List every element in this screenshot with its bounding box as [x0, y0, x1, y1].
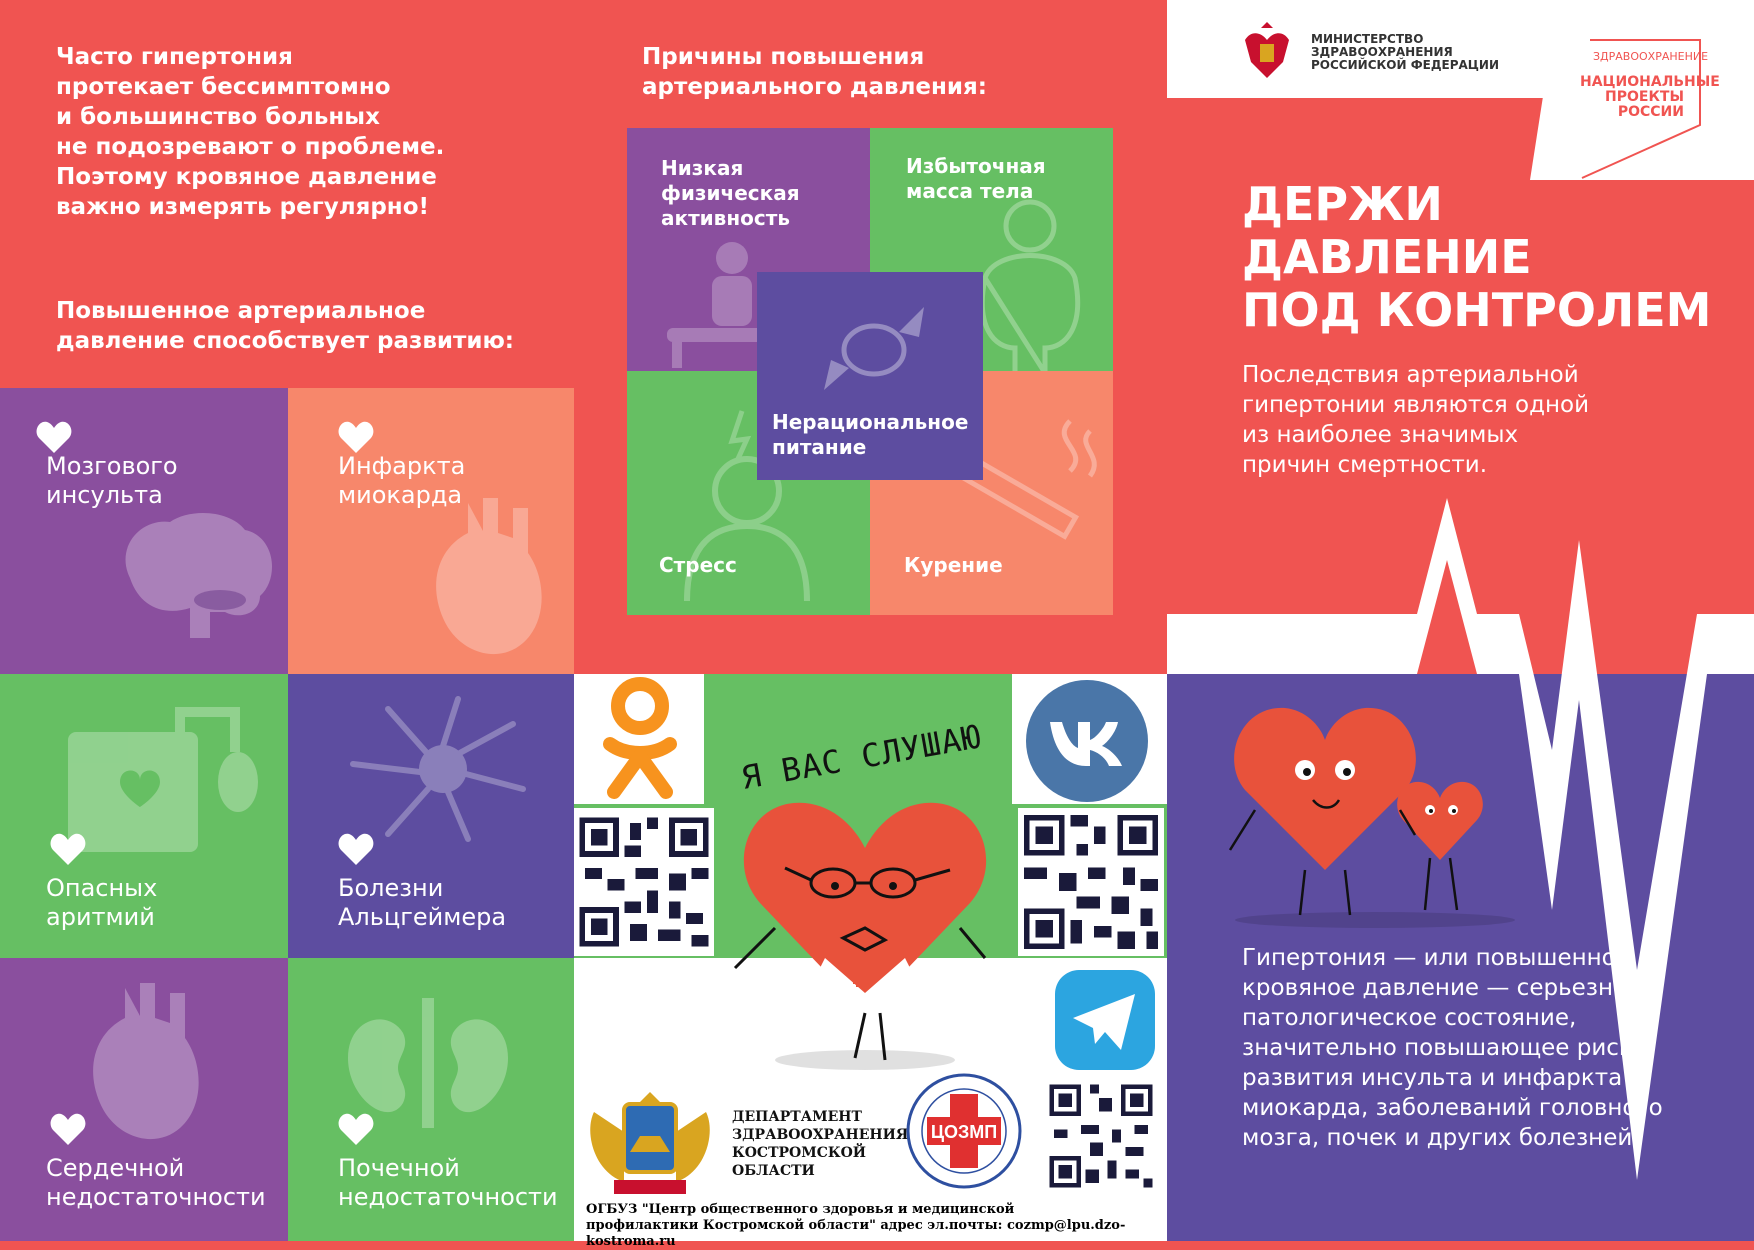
disease-tile-kidney-failure	[288, 958, 574, 1241]
disease-label: Почечной недостаточности	[338, 1154, 558, 1211]
disease-tile-infarction	[288, 388, 574, 674]
candy-icon	[819, 302, 929, 392]
odnoklassniki-icon	[604, 676, 676, 800]
qr-code-ok[interactable]	[574, 808, 714, 956]
cause-tile-poor-diet	[757, 272, 983, 480]
national-projects-top: ЗДРАВООХРАНЕНИЕ	[1593, 50, 1709, 63]
disease-tile-stroke	[0, 388, 288, 674]
disease-label: Опасных аритмий	[46, 874, 158, 931]
cause-label: Низкая физическая активность	[661, 156, 800, 230]
cozmp-logo	[905, 1072, 1023, 1190]
ok-logo-box[interactable]	[574, 674, 704, 804]
heart-caption: Я ВАС СЛУШАЮ	[738, 717, 985, 797]
department-name: ДЕПАРТАМЕНТ ЗДРАВООХРАНЕНИЯ КОСТРОМСКОЙ ОБЛАСТИ	[732, 1109, 909, 1179]
kostroma-coat-of-arms	[584, 1072, 716, 1200]
disease-label: Болезни Альцгеймера	[338, 874, 507, 931]
cause-label: Курение	[904, 553, 1003, 577]
disease-tile-alzheimer	[288, 674, 574, 958]
national-projects-line2: ПРОЕКТЫ	[1605, 89, 1684, 105]
ministry-line1: МИНИСТЕРСТВО	[1311, 32, 1424, 46]
cozmp-text: ЦОЗМП	[930, 1122, 998, 1142]
organization-footer: ОГБУЗ "Центр общественного здоровья и медицинской профилактики Костромской области" адрес эл.почты: cozmp@lpu.dzo-kostroma.ru	[586, 1202, 1126, 1249]
kidneys-icon	[338, 998, 518, 1128]
national-projects-line1: НАЦИОНАЛЬНЫЕ	[1580, 74, 1720, 90]
ministry-line3: РОССИЙСКОЙ ФЕДЕРАЦИИ	[1311, 58, 1500, 72]
heart-icon	[338, 832, 374, 866]
definition-text: Гипертония — или повышенное кровяное давление — серьезное патологическое состояние, значительно повышающее риск развития инсульта и инфаркта миокарда, заболеваний головного мозга, почек и других болезней.	[1242, 945, 1663, 1151]
heart-organ-icon	[80, 978, 210, 1148]
consequences-text: Последствия артериальной гипертонии являются одной из наиболее значимых причин смертности.	[1242, 362, 1590, 478]
national-projects-line3: РОССИИ	[1617, 104, 1684, 120]
cause-label: Избыточная масса тела	[906, 154, 1046, 203]
doctor-heart-illustration	[715, 788, 1015, 1073]
overweight-person-icon	[965, 198, 1095, 373]
hearts-family-illustration	[1225, 700, 1525, 930]
heart-icon	[36, 420, 72, 454]
vk-logo-box[interactable]	[1012, 674, 1167, 804]
heart-icon	[50, 832, 86, 866]
heart-organ-icon	[428, 493, 548, 663]
monitor-icon	[60, 712, 270, 862]
disease-label: Мозгового инсульта	[46, 452, 178, 509]
disease-tile-arrhythmia	[0, 674, 288, 958]
heart-icon	[338, 1112, 374, 1146]
ministry-emblem-icon	[1241, 18, 1293, 84]
heart-icon	[50, 1112, 86, 1146]
qr-code-telegram[interactable]	[1042, 1080, 1160, 1192]
cause-label: Стресс	[659, 553, 737, 577]
ministry-line2: ЗДРАВООХРАНЕНИЯ	[1311, 45, 1453, 59]
main-title: ДЕРЖИ ДАВЛЕНИЕ ПОД КОНТРОЛЕМ	[1242, 177, 1712, 337]
brain-icon	[110, 508, 280, 648]
causes-title: Причины повышения артериального давления:	[642, 44, 987, 100]
heart-icon	[338, 420, 374, 454]
cause-label: Нерациональное питание	[772, 410, 969, 459]
contributes-title: Повышенное артериальное давление способствует развитию:	[56, 298, 515, 354]
disease-tile-heart-failure	[0, 958, 288, 1241]
disease-label: Инфаркта миокарда	[338, 452, 466, 509]
ministry-logo-bar	[1167, 0, 1587, 98]
intro-text: Часто гипертония протекает бессимптомно и большинство больных не подозревают о проблеме. Поэтому кровяное давление важно измерять регулярно!	[56, 44, 445, 220]
disease-label: Сердечной недостаточности	[46, 1154, 266, 1211]
qr-code-vk[interactable]	[1018, 808, 1164, 956]
vk-icon	[1026, 680, 1148, 802]
telegram-icon[interactable]	[1055, 970, 1155, 1070]
neuron-icon	[348, 694, 528, 844]
